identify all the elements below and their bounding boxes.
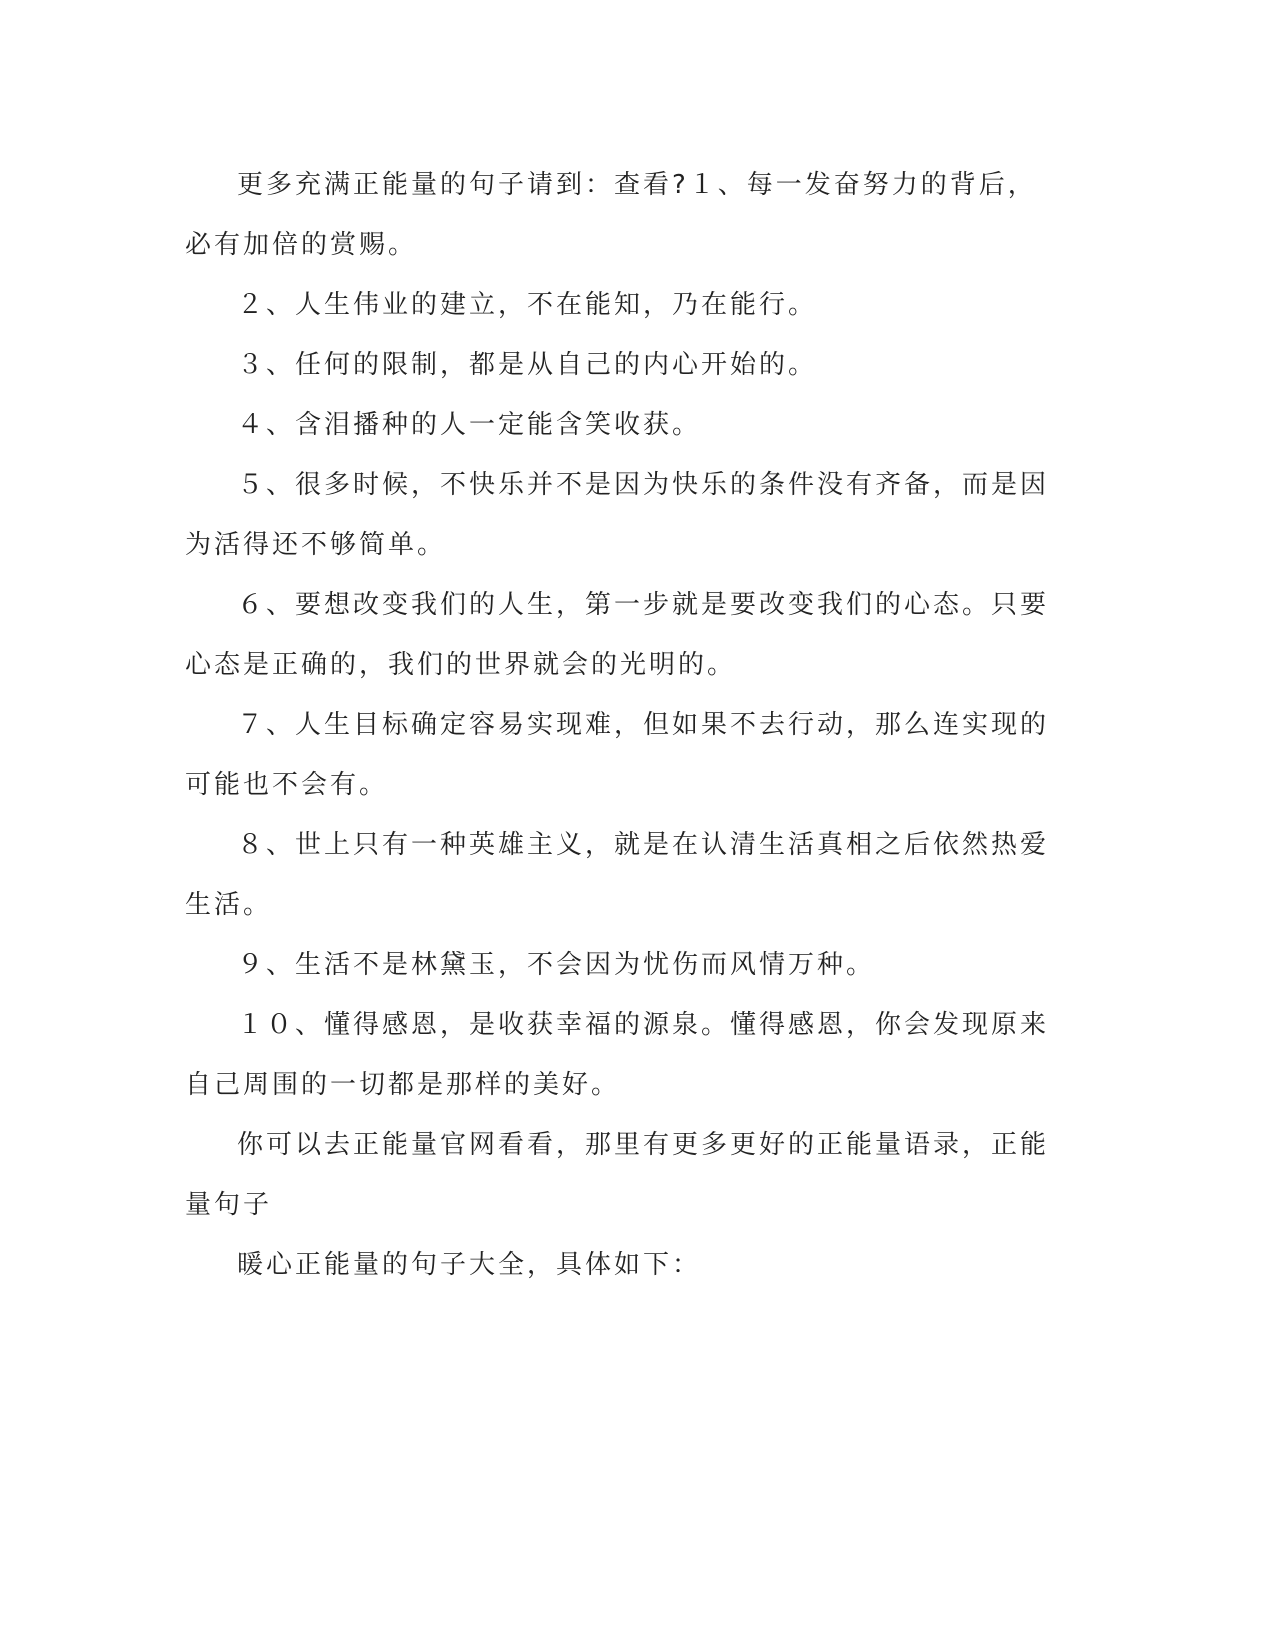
website-recommendation-paragraph: 你可以去正能量官网看看，那里有更多更好的正能量语录，正能量句子 xyxy=(185,1130,1050,1220)
intro-paragraph: 更多充满正能量的句子请到：查看?１、每一发奋努力的背后，必有加倍的赏赐。 xyxy=(185,170,1037,260)
quote-item-10: １０、懂得感恩，是收获幸福的源泉。懂得感恩，你会发现原来自己周围的一切都是那样的美好。 xyxy=(185,1010,1050,1100)
quote-item-5: ５、很多时候，不快乐并不是因为快乐的条件没有齐备，而是因为活得还不够简单。 xyxy=(185,470,1050,560)
quote-item-4: ４、含泪播种的人一定能含笑收获。 xyxy=(237,410,702,440)
quote-item-3: ３、任何的限制，都是从自己的内心开始的。 xyxy=(237,350,818,380)
quote-item-2: ２、人生伟业的建立，不在能知，乃在能行。 xyxy=(237,290,818,320)
quote-item-9: ９、生活不是林黛玉，不会因为忧伤而风情万种。 xyxy=(237,950,876,980)
quote-item-8: ８、世上只有一种英雄主义，就是在认清生活真相之后依然热爱生活。 xyxy=(185,830,1050,920)
quote-item-6: ６、要想改变我们的人生，第一步就是要改变我们的心态。只要心态是正确的，我们的世界就会的光明的。 xyxy=(185,590,1050,680)
section-intro-paragraph: 暖心正能量的句子大全，具体如下： xyxy=(237,1250,702,1280)
quote-item-7: ７、人生目标确定容易实现难，但如果不去行动，那么连实现的可能也不会有。 xyxy=(185,710,1050,800)
document-body xyxy=(185,155,1065,1295)
